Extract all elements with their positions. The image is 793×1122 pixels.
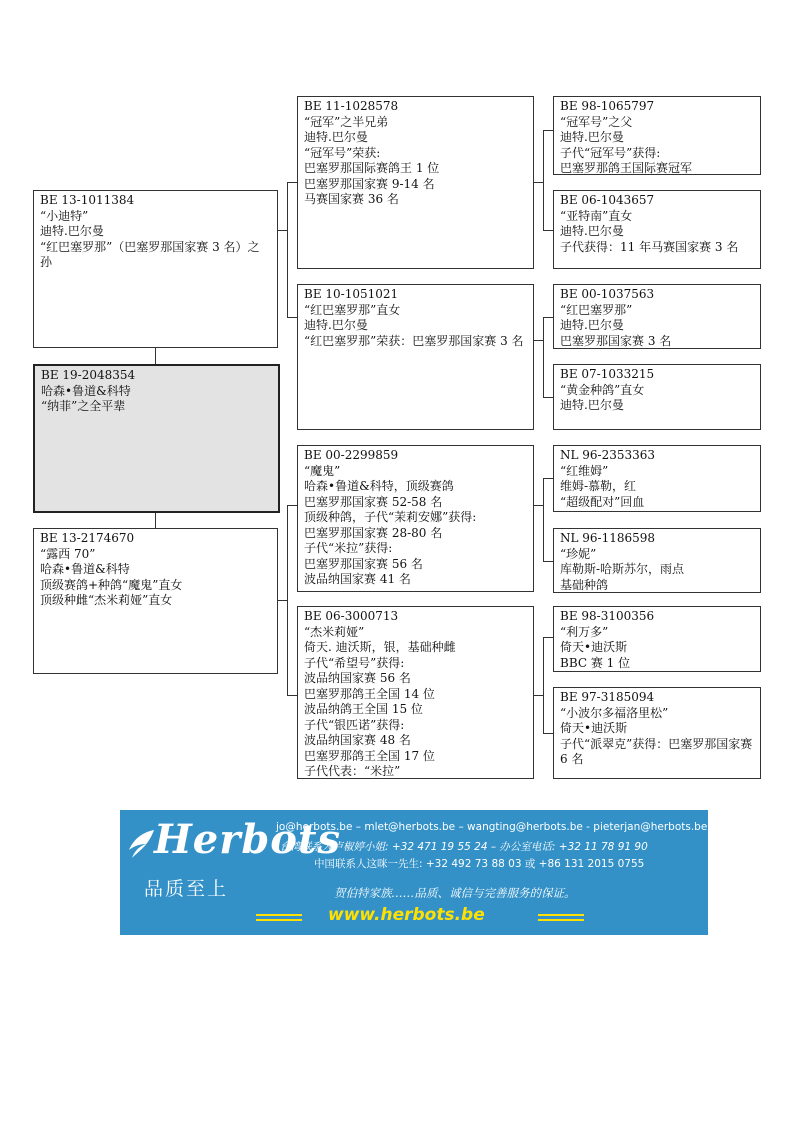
pedigree-line: 迪特.巴尔曼: [304, 130, 368, 144]
pedigree-line: BE 11-1028578: [304, 99, 399, 113]
pedigree-line: 哈森•鲁道&科特: [40, 562, 130, 576]
pedigree-line: BE 10-1051021: [304, 287, 399, 301]
pedigree-line: 波品纳鸽王全国 15 位: [304, 702, 423, 716]
connector-line: [533, 182, 543, 183]
pedigree-line: BE 98-3100356: [560, 609, 655, 623]
pedigree-line: BE 06-1043657: [560, 193, 655, 207]
banner-tagline: 贺伯特家族……品质、诚信与完善服务的保证。: [334, 886, 576, 900]
pedigree-line: 巴塞罗那鸽王全国 14 位: [304, 686, 435, 701]
gen4-card: [553, 190, 761, 269]
decorative-rule: [538, 914, 584, 916]
pedigree-line: 巴塞罗那国家赛 56 名: [304, 556, 423, 571]
connector-line: [533, 340, 543, 341]
pedigree-line: “冠军”之半兄弟: [304, 114, 389, 129]
pedigree-line: 子代“银匹诺”获得:: [304, 717, 405, 732]
pedigree-line: BE 97-3185094: [560, 690, 655, 704]
connector-line: [287, 505, 297, 506]
banner-emails[interactable]: jo@herbots.be – mlet@herbots.be – wangting@herbots.be - pieterjan@herbots.be: [276, 821, 708, 833]
pedigree-line: 巴塞罗那国家赛 3 名: [560, 333, 672, 348]
pedigree-line: BE 00-1037563: [560, 287, 655, 301]
pedigree-line: BE 13-1011384: [40, 193, 135, 207]
pedigree-line: “珍妮”: [560, 546, 597, 561]
gen4-card: [553, 445, 761, 512]
connector-line: [543, 230, 553, 231]
pedigree-line: 马赛国家赛 36 名: [304, 192, 399, 206]
decorative-rule: [256, 914, 302, 916]
pedigree-line: NL 96-2353363: [560, 448, 656, 462]
pedigree-line: 顶级赛鸽+种鸽“魔鬼”直女: [40, 577, 183, 592]
pedigree-line: 维姆-慕勒，红: [560, 479, 637, 493]
pedigree-line: 库勒斯-哈斯苏尔，雨点: [560, 562, 685, 576]
pedigree-line: “露西 70”: [40, 546, 96, 561]
pedigree-line: 波品纳国家赛 48 名: [304, 733, 411, 747]
connector-line: [543, 130, 553, 131]
herbots-logo: Herbots: [154, 816, 341, 863]
pedigree-line: BBC 赛 1 位: [560, 655, 631, 670]
connector-line: [543, 317, 544, 397]
pedigree-line: “超级配对”回血: [560, 494, 645, 509]
connector-line: [155, 347, 156, 364]
gen4-card: [553, 528, 761, 593]
pedigree-line: 子代获得：11 年马赛国家赛 3 名: [560, 239, 739, 254]
pedigree-line: 顶级种雌“杰米莉娅”直女: [40, 593, 173, 607]
pedigree-line: “利万多”: [560, 624, 609, 639]
dam-dam-card: [297, 606, 534, 779]
pedigree-line: BE 19-2048354: [41, 368, 136, 382]
pedigree-line: 子代“派翠克”获得：巴塞罗那国家赛 6 名: [560, 736, 757, 766]
gen4-card: [553, 364, 761, 430]
connector-line: [543, 397, 553, 398]
pedigree-line: BE 98-1065797: [560, 99, 655, 113]
banner-slogan: 品质至上: [144, 878, 229, 900]
pedigree-line: “亚特南”直女: [560, 208, 633, 223]
pedigree-line: “小波尔多福洛里松”: [560, 705, 669, 720]
pedigree-line: “红巴塞罗那”: [560, 302, 633, 317]
connector-line: [543, 478, 553, 479]
pedigree-line: 迪特.巴尔曼: [560, 318, 624, 332]
website-link[interactable]: www.herbots.be: [328, 905, 485, 925]
pedigree-line: 波品纳国家赛 56 名: [304, 671, 411, 685]
pedigree-line: “黄金种鸽”直女: [560, 382, 645, 397]
sire-card: [33, 190, 278, 348]
wing-icon: [126, 826, 156, 862]
gen4-card: [553, 96, 761, 175]
pedigree-line: 巴塞罗那国家赛 9-14 名: [304, 176, 435, 191]
gen4-card: [553, 284, 761, 349]
connector-line: [543, 733, 553, 734]
connector-line: [543, 478, 544, 561]
pedigree-line: 哈森•鲁道&科特，顶级赛鸽: [304, 479, 454, 493]
pedigree-line: 迪特.巴尔曼: [560, 130, 624, 144]
pedigree-line: 巴塞罗那鸽王国际赛冠军: [560, 161, 693, 175]
pedigree-line: 波品纳国家赛 41 名: [304, 572, 411, 586]
pedigree-line: 顶级种鸽，子代“茉莉安娜”获得:: [304, 510, 477, 524]
connector-line: [277, 600, 287, 601]
pedigree-line: 巴塞罗那国际赛鸽王 1 位: [304, 161, 440, 175]
dam-card: [33, 528, 278, 674]
pedigree-line: “红巴塞罗那”荣获：巴塞罗那国家赛 3 名: [304, 333, 524, 348]
pedigree-line: 巴塞罗那国家赛 28-80 名: [304, 525, 443, 540]
pedigree-line: 迪特.巴尔曼: [40, 224, 104, 238]
connector-line: [277, 230, 287, 231]
pedigree-line: “魔鬼”: [304, 463, 341, 478]
pedigree-line: BE 06-3000713: [304, 609, 399, 623]
pedigree-line: “小迪特”: [40, 208, 89, 223]
pedigree-line: BE 07-1033215: [560, 367, 655, 381]
pedigree-line: 倚天. 迪沃斯，银，基础种雌: [304, 640, 456, 654]
pedigree-line: 倚天•迪沃斯: [560, 721, 628, 735]
pedigree-line: “红巴塞罗那”（巴塞罗那国家赛 3 名）之孙: [40, 239, 260, 269]
pedigree-line: “红巴塞罗那”直女: [304, 302, 401, 317]
gen4-card: [553, 687, 761, 779]
pedigree-line: 巴塞罗那国家赛 52-58 名: [304, 494, 443, 509]
sire-sire-card: [297, 96, 534, 269]
pedigree-line: “红维姆”: [560, 463, 609, 478]
pedigree-line: BE 13-2174670: [40, 531, 135, 545]
pedigree-line: BE 00-2299859: [304, 448, 399, 462]
connector-line: [287, 182, 297, 183]
connector-line: [287, 182, 288, 317]
decorative-rule: [538, 919, 584, 921]
connector-line: [543, 637, 553, 638]
decorative-rule: [256, 919, 302, 921]
connector-line: [543, 130, 544, 230]
pedigree-line: “杰米莉娅”: [304, 624, 365, 639]
pedigree-line: “冠军号”之父: [560, 114, 633, 129]
banner-contact-china: 中国联系人这咪一先生: +32 492 73 88 03 或 +86 131 2015 0755: [314, 858, 645, 870]
connector-line: [533, 505, 543, 506]
connector-line: [287, 505, 288, 695]
connector-line: [155, 512, 156, 528]
banner-contact-taiwan: 台湾联系人卢椒婷小姐: +32 471 19 55 24 – 办公室电话: +32 11 78 91 90: [280, 841, 648, 853]
pedigree-line: 子代“米拉”获得:: [304, 541, 393, 555]
subject-card: [33, 364, 280, 513]
connector-line: [543, 561, 553, 562]
pedigree-line: 迪特.巴尔曼: [560, 224, 624, 238]
connector-line: [287, 695, 297, 696]
sire-dam-card: [297, 284, 534, 430]
pedigree-line: NL 96-1186598: [560, 531, 656, 545]
pedigree-line: 基础种鸽: [560, 577, 609, 592]
pedigree-line: 巴塞罗那鸽王全国 17 位: [304, 748, 435, 763]
connector-line: [543, 637, 544, 733]
dam-sire-card: [297, 445, 534, 592]
herbots-banner: [120, 810, 708, 935]
pedigree-line: 子代“冠军号”获得:: [560, 145, 661, 160]
pedigree-line: 子代“希望号”获得:: [304, 655, 405, 670]
gen4-card: [553, 606, 761, 672]
connector-line: [287, 317, 297, 318]
pedigree-line: 迪特.巴尔曼: [560, 398, 624, 412]
pedigree-line: 迪特.巴尔曼: [304, 318, 368, 332]
pedigree-line: 倚天•迪沃斯: [560, 640, 628, 654]
pedigree-line: 子代代表：“米拉”: [304, 764, 401, 778]
connector-line: [533, 695, 543, 696]
connector-line: [543, 317, 553, 318]
pedigree-line: “冠军号”荣获:: [304, 145, 381, 160]
pedigree-line: “纳菲”之全平辈: [41, 399, 126, 413]
pedigree-line: 哈森•鲁道&科特: [41, 383, 131, 398]
